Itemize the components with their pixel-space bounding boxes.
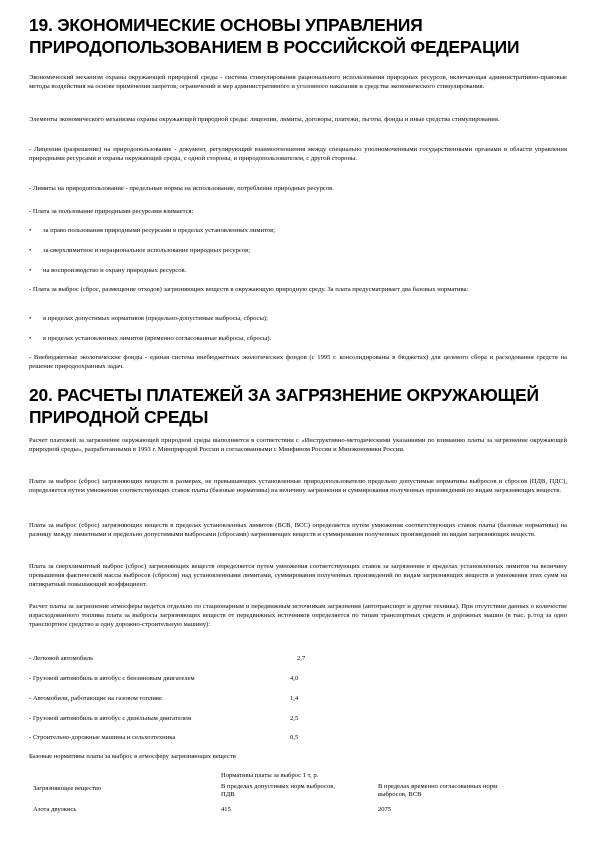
paragraph: - Лимиты на природопользование - предельные нормы на использование, потребление природных ресурсов.: [29, 185, 334, 192]
section-20-title: [29, 384, 569, 428]
paragraph: Плата за сверхлимитный выброс (сброс) загрязняющих веществ определяется путем умножения соответствующих ставок за загрязнение в пределах установленных лимитов на величину превышения фактической массы выбросов (сбросов) над установленными лимитами, суммирования полученных произведений по видам загрязняющих веществ и умножения этих сумм на пятикратный повышающий коэффициент.: [29, 563, 567, 588]
vehicle-type-value: 2,5: [290, 715, 299, 722]
list-item: за сверхлимитное и нерациональное использование природных ресурсов;: [43, 247, 251, 254]
paragraph: - Плата за выброс (сброс, размещение отходов) загрязняющих веществ в окружающую природную среду. За плата предусматривает два базовых норматива:: [29, 286, 469, 293]
table-col3-header-line2: выбросов, ВСВ: [378, 791, 422, 798]
vehicle-type-label: - Грузовой автомобиль и автобус с дизельным двигателем: [29, 715, 192, 722]
bullet-marker: •: [29, 267, 32, 274]
table-col1-header: Загрязняющее вещество: [33, 785, 102, 792]
list-item: на воспроизводство и охрану природных ресурсов.: [43, 267, 187, 274]
paragraph: Элементы экономического механизма охраны окружающей природной среды: лицензии, лимиты, договоры, платежи, льготы, фонды и иные средства стимулирования.: [29, 116, 500, 123]
vehicle-type-value: 2,7: [297, 655, 306, 662]
paragraph: Расчет платы за загрязнение атмосферы ведется отдельно по стационарным и передвижным источникам загрязнения (автотранспорт и другие техника). При отсутствии данных о количестве израсходованного топлива плата за выбросы загрязняющих веществ от передвижных источников определяется по типам транспортных средств и дорожных машин (в тыс. р./год за одно транспортное средство и одну дорожно-строительную машину):: [29, 603, 567, 628]
paragraph: Плата за выброс (сброс) загрязняющих веществ в размерах, не превышающих установленные природопользователю предельно допустимые нормативы выбросов и сбросов (ПДВ, ПДС), определяется путем умножения соответствующих ставок платы (базовые нормативы) на величину загрязнения и суммирования полученных произведений по видам загрязняющих веществ.: [29, 478, 567, 494]
paragraph: - Внебюджетные экологические фонды - единая система внебюджетных экологических фондов (с 1995 г. консолидированы в бюджетах) для целевого сбора и расходования средств на решение природоохранных задач.: [29, 354, 567, 370]
vehicle-type-label: - Грузовой автомобиль и автобус с бензиновым двигателем: [29, 675, 195, 682]
paragraph: - Плата за пользование природными ресурсами взимается:: [29, 208, 194, 215]
paragraph: - Лицензия (разрешение) на природопользование - документ, регулирующий взаимоотношения между специально уполномоченными государственными органами в области управления природными ресурсами и охраны окружающей среды, с одной стороны, и природопользователем, с другой стороны.: [29, 146, 567, 162]
bullet-marker: •: [29, 247, 32, 254]
vehicle-type-label: - Строительно-дорожные машины и сельхозтехника: [29, 734, 176, 741]
section-19-title-line2: ПРИРОДОПОЛЬЗОВАНИЕМ В РОССИЙСКОЙ ФЕДЕРАЦИИ: [29, 37, 520, 57]
bullet-marker: •: [29, 227, 32, 234]
section-19-title: [29, 14, 569, 58]
table-cell-vsv: 2075: [378, 806, 392, 813]
bullet-marker: •: [29, 315, 32, 322]
table-col2-header: [221, 783, 381, 799]
vehicle-type-label: - Легковой автомобиль: [29, 655, 94, 662]
paragraph: Экономический механизм охраны окружающей природной среды - система стимулирования рационального использования природных ресурсов, включающая административно-правовые методы воздействия на основе применения запретов, ограничений и мер административного и уголовного наказания и средства экономического стимулирования.: [29, 74, 567, 90]
section-20-title-line2: ПРИРОДНОЙ СРЕДЫ: [29, 407, 209, 427]
section-20-title-line1: 20. РАСЧЕТЫ ПЛАТЕЖЕЙ ЗА ЗАГРЯЗНЕНИЕ ОКРУЖАЮЩЕЙ: [29, 385, 539, 405]
paragraph: Расчет платежей за загрязнение окружающей природной среды выполняется в соответствии с «Инструктивно-методическими указаниями по взиманию платы за загрязнение окружающей природной среды», разработанными в 1993 г. Минприродой России и согласованными с Минфином России и Минэкономики России.: [29, 437, 567, 453]
table-cell-pdv: 415: [221, 806, 231, 813]
vehicle-type-value: 4,0: [290, 675, 299, 682]
table-caption: Базовые нормативы платы за выброс в атмосферу загрязняющих веществ: [29, 753, 236, 760]
vehicle-type-label: - Автомобили, работающие на газовом топливе: [29, 695, 162, 702]
vehicle-type-value: 1,4: [290, 695, 299, 702]
table-col3-header: [378, 783, 568, 799]
list-item: в пределах установленных лимитов (временно согласованные выбросы, сбросы).: [43, 335, 272, 342]
table-col3-header-line1: В пределах временно согласованных норм: [378, 783, 498, 790]
table-cell-substance: Азота двуокись: [33, 806, 77, 813]
vehicle-type-value: 0,5: [290, 734, 299, 741]
table-group-header: Нормативы платы за выброс 1 т, р.: [221, 772, 319, 779]
list-item: в пределах допустимых нормативов (предельно-допустимые выбросы, сбросы);: [43, 315, 268, 322]
table-col2-header-line2: ПДВ: [221, 791, 235, 798]
paragraph: Плата за выброс (сброс) загрязняющих веществ в пределах установленных лимитов (ВСВ, ВСС) определяется путем умножения соответствующих ставок платы (базовые нормативы) на разницу между лимитными и предельно допустимыми выбросами (сбросами) загрязняющих веществ и суммирования полученных произведений по видам загрязняющих веществ.: [29, 522, 567, 538]
list-item: за право пользования природными ресурсами в пределах установленных лимитов;: [43, 227, 276, 234]
table-col2-header-line1: В пределах допустимых норм выбросов,: [221, 783, 336, 790]
bullet-marker: •: [29, 335, 32, 342]
section-19-title-line1: 19. ЭКОНОМИЧЕСКИЕ ОСНОВЫ УПРАВЛЕНИЯ: [29, 15, 423, 35]
